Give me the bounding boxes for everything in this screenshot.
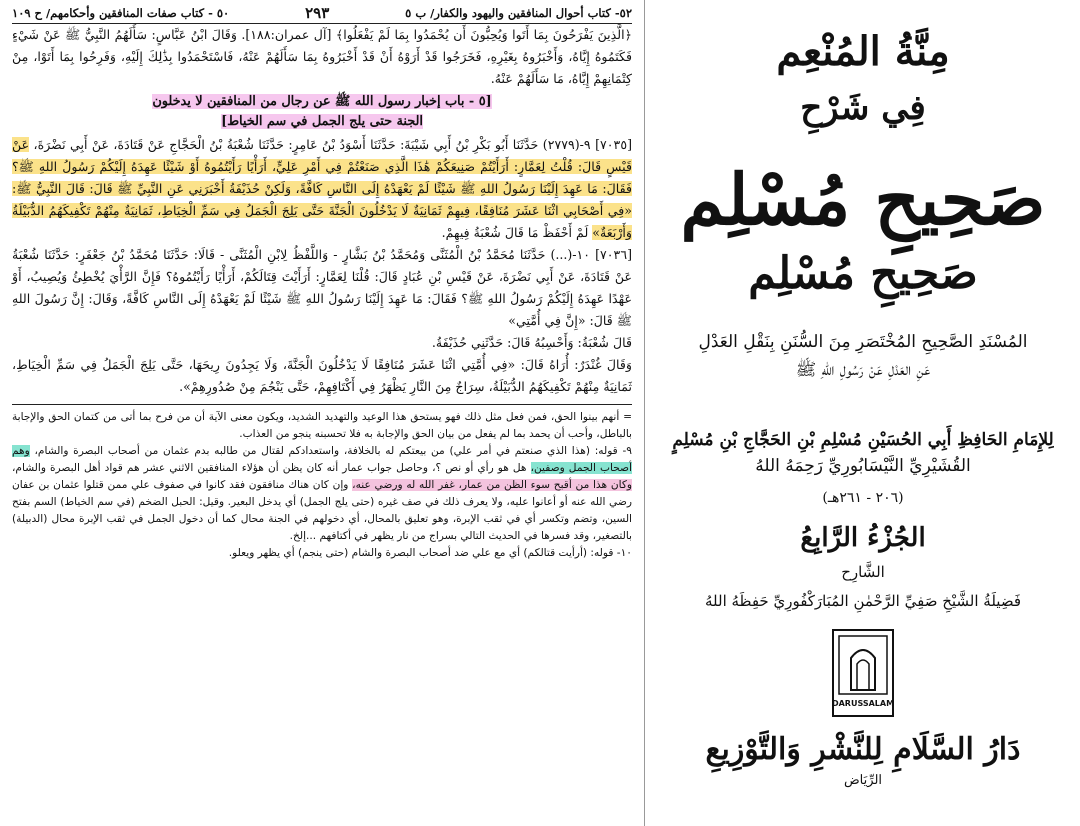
- hadith-7035: [12, 134, 632, 244]
- title-minnat-al-munim: مِنَّةُ المُنْعِم: [776, 28, 950, 75]
- hadith-7036: [٧٠٣٦] ١٠-(...) حَدَّثَنَا مُحَمَّدُ بْنُ الْمُثَنَّى وَمُحَمَّدُ بْنُ بَشَّارٍ - وَاللَّفْظُ لِابْنِ الْمُثَنَّى - قَالَا: حَدَّثَنَا مُحَمَّدُ بْنُ جَعْفَرٍ: حَدَّثَنَا شُعْبَةُ عَنْ قَتَادَةَ، عَنْ أَبِي نَضْرَةَ، عَنْ قَيْسِ بْنِ عُبَادٍ قَالَ: قُلْنَا لِعَمَّارٍ: أَرَأَيْتَ قِتَالَكُمْ، أَرَأْيًا رَأَيْتُمُوهُ؟ فَإِنَّ الرَّأْيَ يُخْطِئُ وَيُصِيبُ، أَوْ عَهْدًا عَهِدَهُ إِلَيْكُمْ رَسُولُ اللهِ ﷺ؟ فَقَالَ: مَا عَهِدَ إِلَيْنَا رَسُولُ اللهِ ﷺ شَيْئًا لَمْ يَعْهَدْهُ إِلَى النَّاسِ كَافَّةً، وَقَالَ: إِنَّ رَسُولَ اللهِ ﷺ قَالَ: «إِنَّ فِي أُمَّتِي»: [12, 247, 633, 328]
- hadith-7035-highlight: عَنْ قَيْسٍ قَالَ: قُلْتُ لِعَمَّارٍ: أَرَأَيْتُمْ صَنِيعَكُمْ هَٰذَا الَّذِي صَنَعْتُمْ فِي أَمْرِ عَلِيٍّ، أَرَأْيًا رَأَيْتُمُوهُ أَوْ شَيْئًا عَهِدَهُ إِلَيْكُمْ رَسُولُ اللهِ ﷺ؟ فَقَالَ: مَا عَهِدَ إِلَيْنَا رَسُولُ اللهِ ﷺ شَيْئًا لَمْ يَعْهَدْهُ إِلَى النَّاسِ كَافَّةً، وَلَكِنْ حُذَيْفَةُ أَخْبَرَنِي عَنِ النَّبِيِّ ﷺ قَالَ: قَالَ النَّبِيُّ ﷺ: «فِي أَصْحَابِي اثْنَا عَشَرَ مُنَافِقًا، فِيهِمْ ثَمَانِيَةٌ لَا يَدْخُلُونَ الْجَنَّةَ حَتَّى يَلِجَ الْجَمَلُ فِي سَمِّ الْخِيَاطِ، ثَمَانِيَةٌ مِنْهُمْ تَكْفِيكَهُمُ الدُّبَيْلَةُ وَأَرْبَعَةٌ»: [12, 137, 632, 240]
- subtitle-line-1: المُسْنَدِ الصَّحِيحِ المُخْتَصَرِ مِنَ السُّنَنِ بِنَقْلِ العَدْلِ: [698, 332, 1028, 352]
- commentator-name: فَضِيلَةُ الشَّيْخِ صَفِيِّ الرَّحْمٰنِ المُبَارَكْفُورِيِّ حَفِظَهُ اللهُ: [704, 592, 1022, 610]
- hadith-7036-c: وَقَالَ غُنْدَرٌ: أُرَاهُ قَالَ: «فِي أُمَّتِي اثْنَا عَشَرَ مُنَافِقًا لَا يَدْخُلُونَ الْجَنَّةَ، وَلَا يَجِدُونَ رِيحَهَا، حَتَّى يَلِجَ الْجَمَلُ فِي سَمِّ الْخِيَاطِ، ثَمَانِيَةٌ مِنْهُمْ تَكْفِيكَهُمُ الدُّبَيْلَةُ، سِرَاجٌ مِنَ النَّارِ يَظْهَرُ فِي أَكْتَافِهِمْ، حَتَّى يَنْجُمَ مِنْ صُدُورِهِمْ».: [12, 357, 632, 394]
- hadith-7036-b: قَالَ شُعْبَةُ: وَأَحْسِبُهُ قَالَ: حَدَّثَنِي حُذَيْفَةُ.: [431, 335, 632, 350]
- intro-paragraph: ﴿الَّذِينَ يَفْرَحُونَ بِمَا أَتَوا وَيُحِبُّونَ أَن يُحْمَدُوا بِمَا لَمْ يَفْعَلُوا﴾ [آل عمران:١٨٨]. وَقَالَ ابْنُ عَبَّاسٍ: سَأَلَهُمُ النَّبِيُّ ﷺ عَنْ شَيْءٍ فَكَتَمُوهُ إِيَّاهُ، وَأَخْبَرُوهُ بِغَيْرِهِ، فَخَرَجُوا قَدْ أَرَوْهُ أَنْ قَدْ أَخْبَرُوهُ بِمَا سَأَلَهُمْ عَنْهُ، فَاسْتَحْمَدُوا بِذَٰلِكَ إِلَيْهِ، وَفَرِحُوا بِمَا أَتَوْا، مِنْ كِتْمَانِهِمْ إِيَّاهُ، مَا سَأَلَهُمْ عَنْهُ.: [12, 27, 632, 86]
- footnote-divider: [12, 404, 632, 405]
- header-right: ٥٢- كتاب أحوال المنافقين واليهود والكفار/ ب ٥: [405, 6, 632, 20]
- title-fi-sharh: فِي شَرْحِ: [800, 88, 926, 128]
- header-left: ٥٠ - كتاب صفات المنافقين وأحكامهم/ ح ١٠٩: [12, 6, 230, 20]
- footnote-9-c: وإن كان هناك منافقون فقد كانوا في صفوف علي ممن قتلوا عثمان بن عفان رضي الله عنه أو أعانوا عليه، ولا يعرف ذلك في صف غيره (حتى يلج الجمل) أي يدخل البعير. وقيل: الحبل الضخم (في سم الخياط) السم بفتح السين، وتضم وتكسر أي في ثقب الإبرة، وهو تعليق بالمحال، أي دخولهم في الجنة محال كما أن دخول الجمل في ثقب الإبرة محال (الدبيلة) بالتصغير، وقد فسرها في الحديث التالي بسراج من نار يظهر في أكتافهم ...إلخ.: [12, 479, 632, 542]
- title-sahih-muslim-small: صَحِيحِ مُسْلِم: [748, 248, 978, 299]
- author-years: (٢٠٦ - ٢٦١هـ): [822, 490, 904, 506]
- darussalam-logo-icon: [831, 628, 895, 718]
- author-line-2: القُشَيْرِيِّ النَّيْسَابُورِيِّ رَحِمَهُ اللهُ: [755, 456, 971, 476]
- author-line-1: لِلإِمَامِ الحَافِظِ أَبِي الحُسَيْنِ مُسْلِمِ بْنِ الحَجَّاجِ بْنِ مُسْلِمٍ: [672, 430, 1054, 450]
- footnote-9-teal: وهم أصحاب الجمل وصفين،: [12, 445, 632, 474]
- footnote-9-a: ٩- قوله: (هذا الذي صنعتم في أمر علي) من بيعتكم له بالخلافة، واستعدادكم لقتال من طالبه بدم عثمان من أصحاب البصرة والشام،: [34, 445, 632, 457]
- page-header: [12, 3, 632, 24]
- commentator-label: الشَّارِح: [841, 563, 885, 581]
- page-number: ٢٩٣: [305, 4, 330, 22]
- footnote-9: [12, 443, 632, 545]
- footnote-9-b: هل هو رأي أو نص ؟، وحاصل جواب عمار أنه كان يظن أن هؤلاء المنافقين الاثني عشر هم قواد أهل البصرة والشام،: [12, 462, 527, 474]
- hadith-7035-intro: [٧٠٣٥] ٩-(٢٧٧٩) حَدَّثَنَا أَبُو بَكْرِ بْنُ أَبِي شَيْبَةَ: حَدَّثَنَا أَسْوَدُ بْنُ عَامِرٍ: حَدَّثَنَا شُعْبَةُ بْنُ الْحَجَّاجِ عَنْ قَتَادَةَ، عَنْ أَبِي نَضْرَةَ،: [33, 137, 633, 152]
- publisher-name: دَارُ السَّلَامِ لِلنَّشْرِ وَالتَّوْزِيعِ: [705, 732, 1021, 767]
- volume-label: الجُزْءُ الرَّابِعُ: [800, 523, 926, 553]
- publisher-city: الرِّيَاض: [843, 773, 883, 788]
- footnote-1: = أنهم بينوا الحق، فمن فعل مثل ذلك فهو يستحق هذا الوعيد والتهديد الشديد، ويكون معنى الآية أن من فرح بما أتى من كتمان الحق والإجابة بالباطل، وأحب أن يحمد بما لم يفعل من بيان الحق والإجابة به فلا تحسبنه ينجو من العذاب.: [12, 411, 632, 440]
- chapter-heading: [12, 92, 632, 132]
- subtitle-line-2: عَنِ العَدْلِ عَنْ رَسُولِ اللهِ ﷺ: [795, 360, 931, 380]
- logo-latin-text: DARUSSALAM: [831, 699, 895, 708]
- chapter-heading-line-2: الجنة حتى يلج الجمل في سم الخياط]: [221, 114, 423, 129]
- cover-page: [646, 0, 1080, 826]
- hadith-7035-end: لَمْ أَحْفَظْ مَا قَالَ شُعْبَةُ فِيهِمْ.: [441, 225, 589, 240]
- footnote-9-rose: وكان هذا من أقبح سوء الظن من عمار، غفر الله له ورضي عنه،: [352, 479, 632, 491]
- footnote-10: ١٠- قوله: (أرأيت قتالكم) أي مع علي ضد أصحاب البصرة والشام (حتى ينجم) أي يظهر ويعلو.: [228, 547, 632, 559]
- title-sahih-muslim: صَحِيحِ مُسْلِم: [680, 158, 1046, 241]
- chapter-heading-line-1: [٥ - باب إخبار رسول الله ﷺ عن رجال من المنافقين لا يدخلون: [152, 94, 492, 109]
